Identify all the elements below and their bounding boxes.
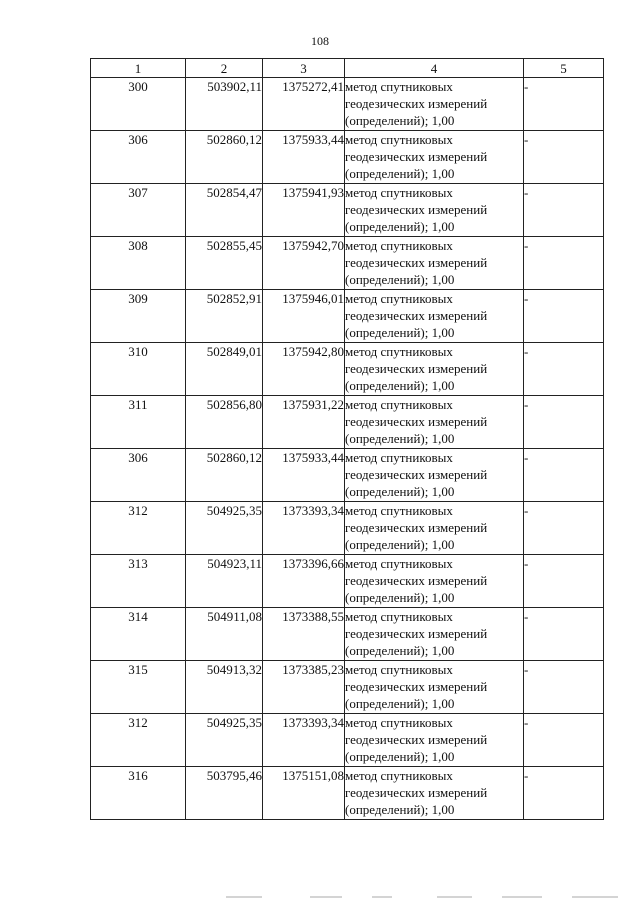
method-text-line: метод спутниковых	[345, 609, 453, 624]
point-number-cell: 314	[91, 608, 186, 661]
column-header: 1	[91, 59, 186, 78]
method-cell	[345, 78, 524, 131]
note-cell: -	[524, 184, 604, 237]
note-cell: -	[524, 78, 604, 131]
method-text-line: геодезических измерений	[345, 573, 488, 588]
point-number-cell: 300	[91, 78, 186, 131]
point-number-cell: 311	[91, 396, 186, 449]
x-coordinate-cell: 504925,35	[186, 714, 263, 767]
table-row	[91, 78, 604, 131]
note-cell: -	[524, 714, 604, 767]
column-header: 2	[186, 59, 263, 78]
method-cell	[345, 608, 524, 661]
y-coordinate-cell: 1375941,93	[263, 184, 345, 237]
table-row	[91, 184, 604, 237]
y-coordinate-cell: 1375942,80	[263, 343, 345, 396]
method-cell	[345, 767, 524, 820]
y-coordinate-cell: 1373388,55	[263, 608, 345, 661]
method-text-line: (определений); 1,00	[345, 166, 455, 181]
point-number-cell: 313	[91, 555, 186, 608]
y-coordinate-cell: 1375942,70	[263, 237, 345, 290]
note-cell: -	[524, 131, 604, 184]
point-number-cell: 307	[91, 184, 186, 237]
note-cell: -	[524, 555, 604, 608]
method-text-line: геодезических измерений	[345, 202, 488, 217]
y-coordinate-cell: 1373385,23	[263, 661, 345, 714]
method-text-line: (определений); 1,00	[345, 749, 455, 764]
method-text-line: геодезических измерений	[345, 96, 488, 111]
method-text-line: метод спутниковых	[345, 344, 453, 359]
x-coordinate-cell: 502860,12	[186, 449, 263, 502]
point-number-cell: 310	[91, 343, 186, 396]
method-text-line: (определений); 1,00	[345, 484, 455, 499]
column-header: 3	[263, 59, 345, 78]
table-row	[91, 555, 604, 608]
method-text-line: метод спутниковых	[345, 450, 453, 465]
note-cell: -	[524, 661, 604, 714]
method-text-line: геодезических измерений	[345, 361, 488, 376]
method-text-line: метод спутниковых	[345, 768, 453, 783]
table-row	[91, 290, 604, 343]
method-cell	[345, 396, 524, 449]
y-coordinate-cell: 1375272,41	[263, 78, 345, 131]
page-number: 108	[311, 34, 329, 48]
x-coordinate-cell: 503795,46	[186, 767, 263, 820]
x-coordinate-cell: 502852,91	[186, 290, 263, 343]
y-coordinate-cell: 1373396,66	[263, 555, 345, 608]
method-cell	[345, 343, 524, 396]
method-text-line: метод спутниковых	[345, 132, 453, 147]
method-cell	[345, 237, 524, 290]
table-row	[91, 714, 604, 767]
table-row	[91, 608, 604, 661]
note-cell: -	[524, 767, 604, 820]
method-text-line: геодезических измерений	[345, 414, 488, 429]
x-coordinate-cell: 504913,32	[186, 661, 263, 714]
x-coordinate-cell: 502860,12	[186, 131, 263, 184]
method-text-line: (определений); 1,00	[345, 431, 455, 446]
table-row	[91, 396, 604, 449]
point-number-cell: 306	[91, 449, 186, 502]
note-cell: -	[524, 396, 604, 449]
method-text-line: (определений); 1,00	[345, 590, 455, 605]
point-number-cell: 315	[91, 661, 186, 714]
method-text-line: геодезических измерений	[345, 732, 488, 747]
table-header-row	[91, 59, 604, 78]
point-number-cell: 312	[91, 714, 186, 767]
note-cell: -	[524, 343, 604, 396]
y-coordinate-cell: 1373393,34	[263, 502, 345, 555]
table-row	[91, 131, 604, 184]
column-header: 4	[345, 59, 524, 78]
y-coordinate-cell: 1373393,34	[263, 714, 345, 767]
method-cell	[345, 714, 524, 767]
note-cell: -	[524, 502, 604, 555]
method-text-line: метод спутниковых	[345, 662, 453, 677]
point-number-cell: 306	[91, 131, 186, 184]
method-text-line: (определений); 1,00	[345, 643, 455, 658]
table-row	[91, 343, 604, 396]
table-row	[91, 502, 604, 555]
method-cell	[345, 661, 524, 714]
point-number-cell: 312	[91, 502, 186, 555]
table-body	[91, 78, 604, 820]
table-row	[91, 661, 604, 714]
x-coordinate-cell: 502855,45	[186, 237, 263, 290]
method-text-line: метод спутниковых	[345, 503, 453, 518]
method-text-line: геодезических измерений	[345, 308, 488, 323]
table-row	[91, 767, 604, 820]
method-text-line: (определений); 1,00	[345, 378, 455, 393]
coordinates-table	[90, 58, 604, 820]
y-coordinate-cell: 1375931,22	[263, 396, 345, 449]
method-cell	[345, 502, 524, 555]
method-text-line: метод спутниковых	[345, 291, 453, 306]
method-text-line: геодезических измерений	[345, 467, 488, 482]
method-text-line: (определений); 1,00	[345, 802, 455, 817]
method-text-line: (определений); 1,00	[345, 219, 455, 234]
method-text-line: геодезических измерений	[345, 626, 488, 641]
method-text-line: геодезических измерений	[345, 149, 488, 164]
method-text-line: геодезических измерений	[345, 520, 488, 535]
note-cell: -	[524, 608, 604, 661]
scan-artifact-marks	[222, 893, 622, 899]
table-row	[91, 449, 604, 502]
x-coordinate-cell: 502854,47	[186, 184, 263, 237]
method-text-line: метод спутниковых	[345, 397, 453, 412]
note-cell: -	[524, 449, 604, 502]
x-coordinate-cell: 503902,11	[186, 78, 263, 131]
y-coordinate-cell: 1375946,01	[263, 290, 345, 343]
point-number-cell: 316	[91, 767, 186, 820]
method-text-line: метод спутниковых	[345, 79, 453, 94]
y-coordinate-cell: 1375933,44	[263, 131, 345, 184]
method-text-line: метод спутниковых	[345, 185, 453, 200]
method-text-line: метод спутниковых	[345, 238, 453, 253]
method-text-line: геодезических измерений	[345, 785, 488, 800]
x-coordinate-cell: 502849,01	[186, 343, 263, 396]
method-cell	[345, 184, 524, 237]
method-text-line: геодезических измерений	[345, 255, 488, 270]
method-text-line: метод спутниковых	[345, 715, 453, 730]
method-cell	[345, 555, 524, 608]
method-cell	[345, 290, 524, 343]
method-text-line: (определений); 1,00	[345, 537, 455, 552]
method-text-line: метод спутниковых	[345, 556, 453, 571]
x-coordinate-cell: 502856,80	[186, 396, 263, 449]
point-number-cell: 308	[91, 237, 186, 290]
x-coordinate-cell: 504925,35	[186, 502, 263, 555]
note-cell: -	[524, 237, 604, 290]
method-text-line: (определений); 1,00	[345, 272, 455, 287]
point-number-cell: 309	[91, 290, 186, 343]
table-row	[91, 237, 604, 290]
x-coordinate-cell: 504923,11	[186, 555, 263, 608]
note-cell: -	[524, 290, 604, 343]
x-coordinate-cell: 504911,08	[186, 608, 263, 661]
column-header: 5	[524, 59, 604, 78]
method-text-line: геодезических измерений	[345, 679, 488, 694]
method-text-line: (определений); 1,00	[345, 696, 455, 711]
method-text-line: (определений); 1,00	[345, 113, 455, 128]
method-text-line: (определений); 1,00	[345, 325, 455, 340]
method-cell	[345, 449, 524, 502]
y-coordinate-cell: 1375933,44	[263, 449, 345, 502]
y-coordinate-cell: 1375151,08	[263, 767, 345, 820]
method-cell	[345, 131, 524, 184]
